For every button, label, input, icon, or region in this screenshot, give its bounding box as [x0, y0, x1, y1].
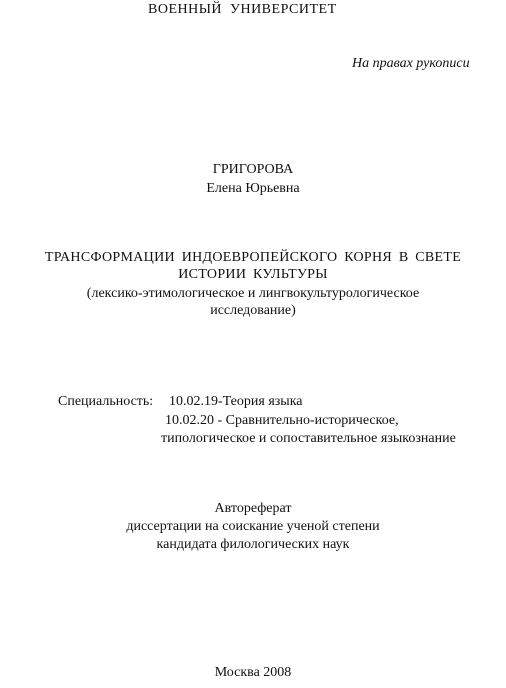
institution-heading: ВОЕННЫЙ УНИВЕРСИТЕТ: [148, 2, 337, 17]
abstract-field-line: кандидата филологических наук: [156, 537, 350, 552]
rights-note: На правах рукописи: [352, 56, 470, 71]
place-and-year: Москва 2008: [214, 665, 292, 680]
dissertation-subtitle-line-1: (лексико-этимологическое и лингвокультурологическое: [86, 286, 420, 301]
abstract-degree-line: диссертации на соискание ученой степени: [126, 519, 380, 534]
specialty-code-2-continued: типологическое и сопоставительное языкознание: [161, 431, 456, 446]
dissertation-title-line-1: ТРАНСФОРМАЦИИ ИНДОЕВРОПЕЙСКОГО КОРНЯ В СВЕТЕ: [44, 250, 462, 265]
specialty-code-2: 10.02.20 - Сравнительно-историческое,: [165, 413, 399, 428]
dissertation-subtitle-line-2: исследование): [210, 303, 296, 318]
abstract-heading: Автореферат: [214, 501, 292, 516]
dissertation-title-line-2: ИСТОРИИ КУЛЬТУРЫ: [178, 267, 328, 282]
author-name: Елена Юрьевна: [206, 181, 300, 196]
specialty-code-1: 10.02.19-Теория языка: [169, 394, 303, 409]
author-surname: ГРИГОРОВА: [212, 162, 294, 177]
specialty-label: Специальность:: [58, 394, 154, 409]
